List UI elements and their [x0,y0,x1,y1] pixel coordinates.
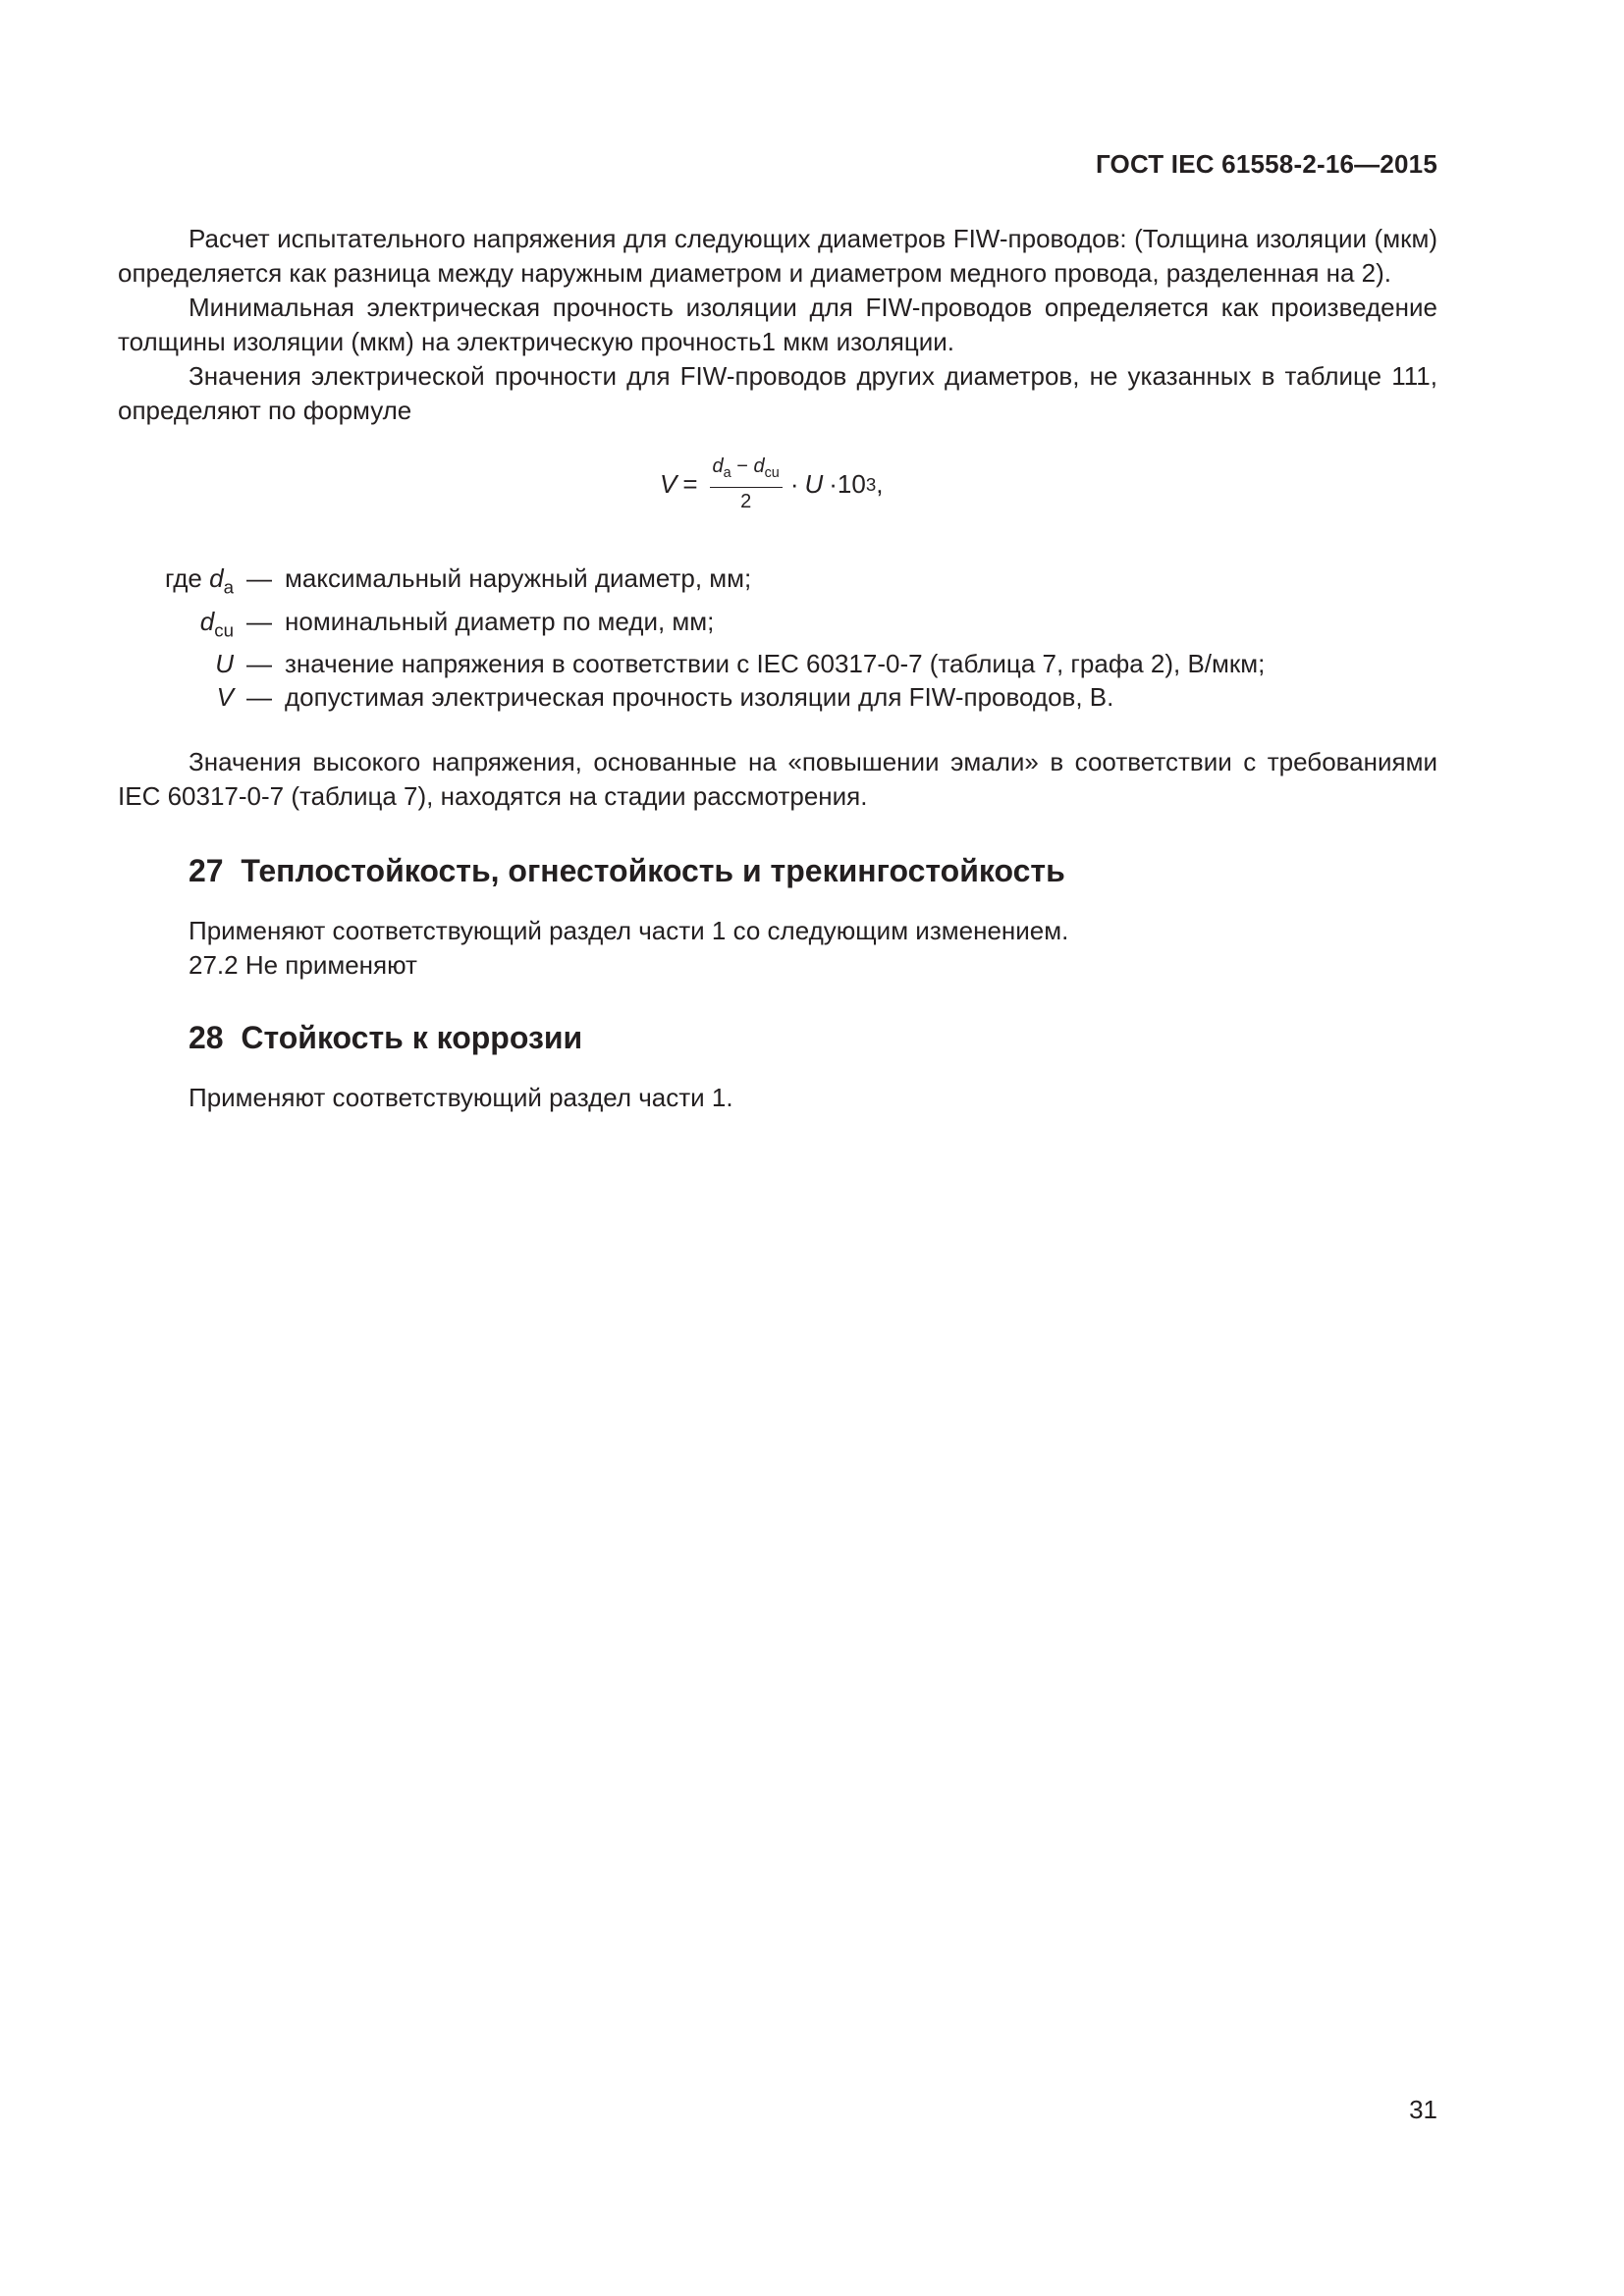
definition-text: номинальный диаметр по меди, мм; [285,606,715,636]
formula-numerator [710,454,783,488]
definition-where-label: где [164,563,202,593]
formula-num-sub-a: a [723,465,731,482]
definition-dash: — [246,606,272,636]
definition-var: U [215,649,234,679]
definition-text: допустимая электрическая прочность изоляции для FIW-проводов, В. [285,682,1114,713]
definition-dash: — [246,563,272,593]
definitions-list [118,561,1437,714]
formula-block [118,446,1437,534]
definition-sub: cu [214,619,234,641]
section-28-text: Применяют соответствующий раздел части 1. [189,1083,733,1113]
definition-row [118,647,1437,680]
formula-dot: · [789,468,799,499]
paragraph-other-diameters: Значения электрической прочности для FIW-проводов других диаметров, не указанных в таблице 111, определяют по формуле [118,361,1437,425]
definition-row [118,561,1437,605]
section-27-2-text: 27.2 Не применяют [189,950,417,981]
section-28-heading [118,1018,1437,1057]
formula-power-base: ·10 [829,468,866,499]
formula-exponent: 3 [865,473,877,495]
definition-dash: — [246,682,272,713]
formula-minus: − [736,454,748,477]
formula-num-d: d [712,454,724,477]
definition-var: d [199,606,215,636]
section-27-heading [118,851,1437,890]
section-28-title: Стойкость к коррозии [241,1020,583,1056]
paragraph-test-voltage: Расчет испытательного напряжения для следующих диаметров FIW-проводов: (Толщина изоляции (мкм) определяется как разница между наружным диаметром и диаметром медного провода, разделенная на 2). [118,224,1437,288]
definition-sub: a [223,576,234,598]
formula-denominator: 2 [740,491,752,513]
paragraph-min-strength: Минимальная электрическая прочность изоляции для FIW-проводов определяется как произведение толщины изоляции (мкм) на электрическую прочность1 мкм изоляции. [118,293,1437,356]
definition-symbol [118,680,234,714]
section-27-text: Применяют соответствующий раздел части 1 со следующим изменением. [189,916,1069,946]
definition-text: максимальный наружный диаметр, мм; [285,563,752,593]
section-27-title: Теплостойкость, огнестойкость и трекингостойкость [241,853,1065,889]
section-27-number: 27 [189,853,224,889]
definition-var: d [209,563,224,593]
formula-equals: = [682,468,698,499]
definition-symbol [118,605,234,648]
formula-lhs: V [660,468,677,499]
page-number: 31 [1409,2095,1437,2124]
definition-row [118,605,1437,648]
definition-dash: — [246,649,272,679]
formula-u: U [804,468,824,499]
paragraph-high-voltage: Значения высокого напряжения, основанные на «повышении эмали» в соответствии с требованиями IEC 60317-0-7 (таблица 7), находятся на стадии рассмотрения. [118,747,1437,812]
definition-symbol [118,561,234,605]
formula-num-sub-cu: cu [764,465,780,482]
formula-num-d2: d [753,454,765,477]
section-28-number: 28 [189,1020,224,1056]
definition-var: V [216,682,234,713]
formula-fraction [710,454,783,513]
definition-symbol [118,647,234,680]
page-content [118,222,1437,1115]
definition-text: значение напряжения в соответствии с IEC 60317-0-7 (таблица 7, графа 2), В/мкм; [285,649,1266,679]
formula-trailing-comma: , [876,468,884,499]
definition-row [118,680,1437,714]
document-code-header: ГОСТ IEC 61558-2-16—2015 [1095,149,1437,179]
formula [660,450,883,518]
